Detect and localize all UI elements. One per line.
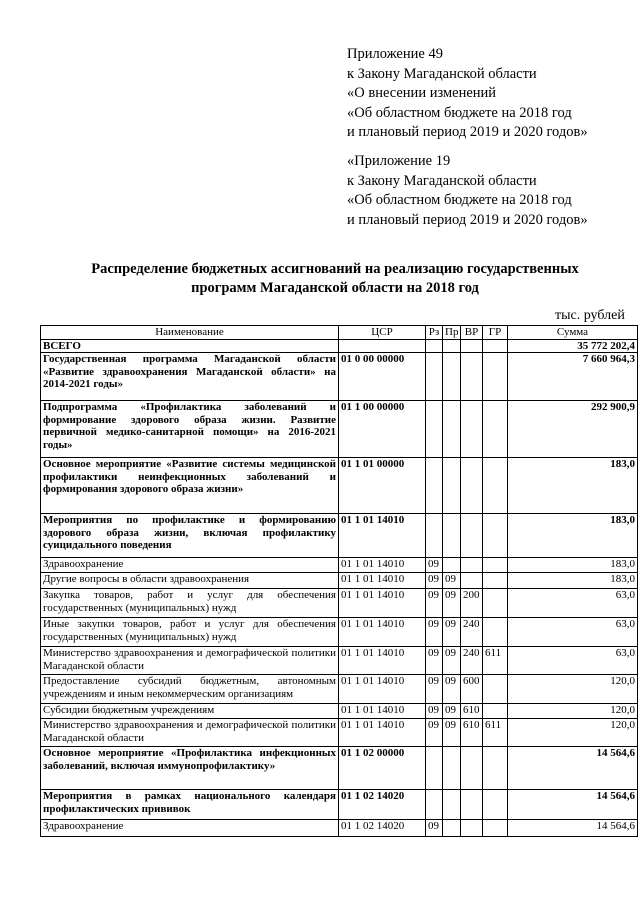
document-title <box>40 260 630 298</box>
row-name: Иные закупки товаров, работ и услуг для обеспечения государственных (муниципальных) нужд <box>41 618 339 647</box>
row-sum: 183,0 <box>508 458 638 514</box>
annex-line: Приложение 49 <box>347 46 443 62</box>
row-vr <box>461 353 483 401</box>
row-name: Основное мероприятие «Развитие системы медицинской профилактики неинфекционных заболеваний и формирования здорового образа жизни» <box>41 458 339 514</box>
row-name: Министерство здравоохранения и демографической политики Магаданской области <box>41 647 339 675</box>
row-name: Мероприятия по профилактике и формированию здорового образа жизни, включая профилактику суицидального поведения <box>41 514 339 558</box>
table-row <box>41 719 638 747</box>
header-gr: ГР <box>483 326 508 340</box>
row-csr: 01 1 01 14010 <box>339 558 426 573</box>
row-csr: 01 1 02 00000 <box>339 747 426 790</box>
row-csr: 01 1 00 00000 <box>339 401 426 458</box>
row-gr <box>483 790 508 820</box>
row-rz <box>426 790 443 820</box>
row-pr <box>443 353 461 401</box>
row-sum: 63,0 <box>508 618 638 647</box>
row-rz <box>426 353 443 401</box>
row-vr <box>461 790 483 820</box>
row-csr: 01 1 01 14010 <box>339 719 426 747</box>
row-vr: 600 <box>461 675 483 704</box>
table-row <box>41 618 638 647</box>
row-name: Государственная программа Магаданской области «Развитие здравоохранения Магаданской области» на 2014-2021 годы» <box>41 353 339 401</box>
row-vr <box>461 573 483 589</box>
table-row <box>41 589 638 618</box>
row-pr: 09 <box>443 675 461 704</box>
table-row <box>41 675 638 704</box>
row-vr <box>461 458 483 514</box>
row-gr <box>483 747 508 790</box>
row-sum: 183,0 <box>508 558 638 573</box>
row-rz: 09 <box>426 589 443 618</box>
table-row <box>41 401 638 458</box>
row-sum: 183,0 <box>508 573 638 589</box>
row-sum: 14 564,6 <box>508 820 638 837</box>
header-name: Наименование <box>41 326 339 340</box>
row-gr <box>483 514 508 558</box>
annex-line: и плановый период 2019 и 2020 годов» <box>347 124 588 140</box>
row-rz: 09 <box>426 618 443 647</box>
annex-line: «Об областном бюджете на 2018 год <box>347 104 572 121</box>
row-gr <box>483 458 508 514</box>
row-gr <box>483 558 508 573</box>
table-row <box>41 514 638 558</box>
row-name: Закупка товаров, работ и услуг для обеспечения государственных (муниципальных) нужд <box>41 589 339 618</box>
row-name: Здравоохранение <box>41 558 339 573</box>
row-gr <box>483 339 508 353</box>
row-rz <box>426 458 443 514</box>
table-row <box>41 458 638 514</box>
table-row <box>41 747 638 790</box>
table-row <box>41 704 638 719</box>
row-rz <box>426 514 443 558</box>
document-title-line: программ Магаданской области на 2018 год <box>191 280 479 296</box>
annex-line: «О внесении изменений <box>347 85 497 101</box>
row-sum: 120,0 <box>508 704 638 719</box>
budget-table <box>40 325 638 837</box>
table-row <box>41 647 638 675</box>
row-pr: 09 <box>443 589 461 618</box>
row-sum: 292 900,9 <box>508 401 638 458</box>
row-csr: 01 1 01 14010 <box>339 675 426 704</box>
table-row <box>41 353 638 401</box>
row-csr: 01 1 01 14010 <box>339 514 426 558</box>
row-pr: 09 <box>443 647 461 675</box>
table-row <box>41 790 638 820</box>
row-rz: 09 <box>426 820 443 837</box>
row-vr <box>461 747 483 790</box>
row-csr: 01 1 01 00000 <box>339 458 426 514</box>
row-rz <box>426 339 443 353</box>
row-rz: 09 <box>426 558 443 573</box>
row-pr <box>443 401 461 458</box>
row-csr: 01 1 01 14010 <box>339 618 426 647</box>
row-pr <box>443 514 461 558</box>
row-sum: 7 660 964,3 <box>508 353 638 401</box>
table-header-row <box>41 326 638 340</box>
annex-previous-block <box>347 152 588 230</box>
row-pr: 09 <box>443 704 461 719</box>
row-vr <box>461 820 483 837</box>
row-sum: 63,0 <box>508 589 638 618</box>
row-name: Подпрограмма «Профилактика заболеваний и формирование здорового образа жизни. Развитие первичной медико-санитарной помощи» на 2016-2021 годы» <box>41 401 339 458</box>
header-vr: ВР <box>461 326 483 340</box>
row-vr: 200 <box>461 589 483 618</box>
row-gr <box>483 401 508 458</box>
row-pr <box>443 458 461 514</box>
table-row <box>41 558 638 573</box>
row-sum: 183,0 <box>508 514 638 558</box>
row-rz <box>426 747 443 790</box>
row-pr <box>443 339 461 353</box>
row-name: Предоставление субсидий бюджетным, автономным учреждениям и иным некоммерческим организациям <box>41 675 339 704</box>
row-gr <box>483 573 508 589</box>
row-gr <box>483 675 508 704</box>
row-name: Мероприятия в рамках национального календаря профилактических прививок <box>41 790 339 820</box>
row-name: Субсидии бюджетным учреждениям <box>41 704 339 719</box>
header-rz: Рз <box>426 326 443 340</box>
row-rz: 09 <box>426 675 443 704</box>
annex-line: «Приложение 19 <box>347 153 451 169</box>
row-csr: 01 0 00 00000 <box>339 353 426 401</box>
row-pr <box>443 820 461 837</box>
row-csr <box>339 339 426 353</box>
row-sum: 120,0 <box>508 719 638 747</box>
row-sum: 35 772 202,4 <box>508 339 638 353</box>
row-name: Основное мероприятие «Профилактика инфекционных заболеваний, включая иммунопрофилактику» <box>41 747 339 790</box>
annex-line: к Закону Магаданской области <box>347 65 537 82</box>
row-csr: 01 1 02 14020 <box>339 820 426 837</box>
row-sum: 14 564,6 <box>508 747 638 790</box>
row-csr: 01 1 01 14010 <box>339 704 426 719</box>
row-vr: 610 <box>461 704 483 719</box>
row-gr <box>483 353 508 401</box>
header-pr: Пр <box>443 326 461 340</box>
row-vr <box>461 558 483 573</box>
row-name: Другие вопросы в области здравоохранения <box>41 573 339 589</box>
row-gr: 611 <box>483 647 508 675</box>
row-name: ВСЕГО <box>41 339 339 353</box>
table-row <box>41 573 638 589</box>
table-row <box>41 339 638 353</box>
row-rz <box>426 401 443 458</box>
row-csr: 01 1 01 14010 <box>339 647 426 675</box>
row-pr <box>443 558 461 573</box>
row-pr: 09 <box>443 573 461 589</box>
row-csr: 01 1 01 14010 <box>339 573 426 589</box>
row-rz: 09 <box>426 704 443 719</box>
row-gr <box>483 589 508 618</box>
row-name: Здравоохранение <box>41 820 339 837</box>
row-csr: 01 1 01 14010 <box>339 589 426 618</box>
row-gr <box>483 618 508 647</box>
row-vr <box>461 339 483 353</box>
table-body <box>41 339 638 837</box>
header-csr: ЦСР <box>339 326 426 340</box>
row-rz: 09 <box>426 573 443 589</box>
row-vr: 240 <box>461 647 483 675</box>
row-csr: 01 1 02 14020 <box>339 790 426 820</box>
row-sum: 63,0 <box>508 647 638 675</box>
document-title-line: Распределение бюджетных ассигнований на реализацию государственных <box>91 261 579 277</box>
row-sum: 14 564,6 <box>508 790 638 820</box>
table-row <box>41 820 638 837</box>
annex-line: «Об областном бюджете на 2018 год <box>347 192 572 208</box>
row-pr <box>443 790 461 820</box>
row-pr: 09 <box>443 719 461 747</box>
row-pr: 09 <box>443 618 461 647</box>
row-vr <box>461 514 483 558</box>
header-sum: Сумма <box>508 326 638 340</box>
row-gr <box>483 704 508 719</box>
annex-line: к Закону Магаданской области <box>347 172 537 189</box>
row-sum: 120,0 <box>508 675 638 704</box>
row-vr: 610 <box>461 719 483 747</box>
row-vr: 240 <box>461 618 483 647</box>
row-rz: 09 <box>426 647 443 675</box>
row-vr <box>461 401 483 458</box>
annex-current-block <box>347 45 588 143</box>
row-gr <box>483 820 508 837</box>
units-label: тыс. рублей <box>555 308 625 323</box>
row-name: Министерство здравоохранения и демографической политики Магаданской области <box>41 719 339 747</box>
row-rz: 09 <box>426 719 443 747</box>
row-pr <box>443 747 461 790</box>
annex-line: и плановый период 2019 и 2020 годов» <box>347 211 588 228</box>
row-gr: 611 <box>483 719 508 747</box>
